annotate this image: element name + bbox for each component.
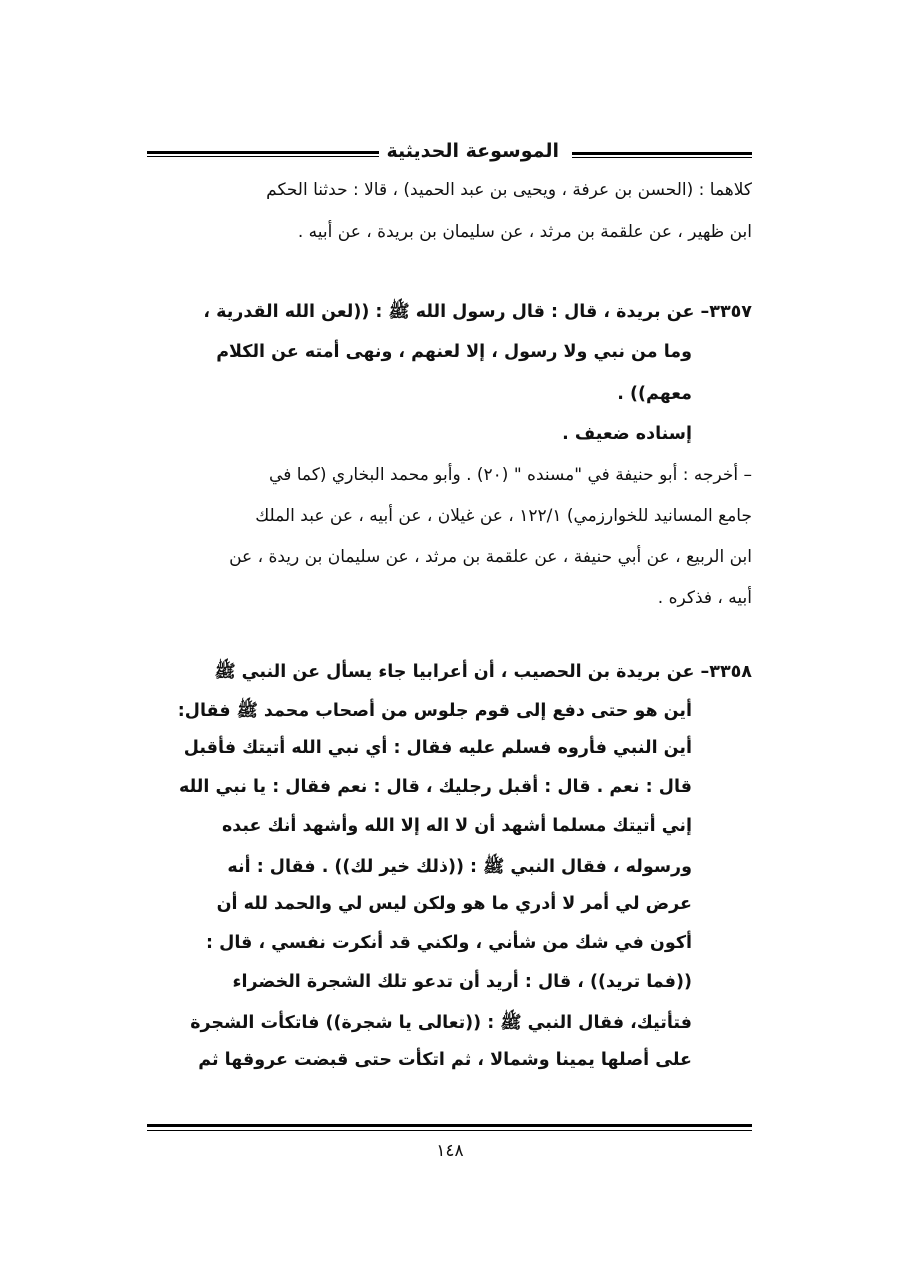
takhrij-line: ابن الربيع ، عن أبي حنيفة ، عن علقمة بن مرثد ، عن سليمان بن ريدة ، عن <box>229 547 752 567</box>
hadith-line: قال : نعم . قال : أقبل رجليك ، قال : نعم فقال : يا نبي الله <box>179 777 692 797</box>
intro-paragraph <box>147 180 752 260</box>
hadith-line: ورسوله ، فقال النبي ﷺ : ((ذلك خير لك)) . فقال : أنه <box>227 857 692 877</box>
isnad-grade <box>292 424 692 454</box>
hadith-line: أين هو حتى دفع إلى قوم جلوس من أصحاب محمد ﷺ فقال: <box>177 701 692 721</box>
hadith-3358 <box>147 660 752 1100</box>
hadith-line: ٣٣٥٨– عن بريدة بن الحصيب ، أن أعرابيا جاء يسأل عن النبي ﷺ <box>214 662 752 682</box>
hadith-line: أين النبي فأروه فسلم عليه فقال : أي نبي الله أتيتك فأقبل <box>183 738 692 758</box>
text-line: ابن ظهير ، عن علقمة بن مرثد ، عن سليمان بن بريدة ، عن أبيه . <box>297 222 752 242</box>
page-number: ١٤٨ <box>436 1141 464 1161</box>
hadith-line: معهم)) . <box>617 384 692 404</box>
header-rule <box>147 156 379 157</box>
takhrij-paragraph <box>147 465 752 625</box>
header-rule <box>572 157 752 158</box>
footer-rule <box>147 1130 752 1131</box>
takhrij-line: – أخرجه : أبو حنيفة في "مسنده " (٢٠) . وأبو محمد البخاري (كما في <box>269 465 752 485</box>
running-header <box>147 140 752 170</box>
grade-line: إسناده ضعيف . <box>562 424 692 444</box>
hadith-line: على أصلها يمينا وشمالا ، ثم اتكأت حتى قبضت عروقها ثم <box>198 1050 692 1070</box>
hadith-line: فتأتيك، فقال النبي ﷺ : ((تعالى يا شجرة)) فاتكأت الشجرة <box>190 1013 692 1033</box>
hadith-line: وما من نبي ولا رسول ، إلا لعنهم ، ونهى أمته عن الكلام <box>216 342 692 362</box>
text-line: كلاهما : (الحسن بن عرفة ، ويحيى بن عبد الحميد) ، قالا : حدثنا الحكم <box>266 180 752 200</box>
header-rule <box>147 151 379 154</box>
header-rule <box>572 152 752 155</box>
takhrij-line: جامع المسانيد للخوارزمي) ١٢٢/١ ، عن غيلان ، عن أبيه ، عن عبد الملك <box>255 506 752 526</box>
footer-rule <box>147 1124 752 1127</box>
hadith-line: ٣٣٥٧– عن بريدة ، قال : قال رسول الله ﷺ : ((لعن الله القدرية ، <box>203 302 752 322</box>
hadith-line: أكون في شك من شأني ، ولكني قد أنكرت نفسي ، قال : <box>206 933 692 953</box>
hadith-line: إني أتيتك مسلما أشهد أن لا اله إلا الله وأشهد أنك عبده <box>221 816 692 836</box>
takhrij-line: أبيه ، فذكره . <box>657 588 752 608</box>
hadith-line: عرض لي أمر لا أدري ما هو ولكن ليس لي والحمد لله أن <box>216 894 692 914</box>
hadith-line: ((فما تريد)) ، قال : أريد أن تدعو تلك الشجرة الخضراء <box>232 972 692 992</box>
header-title: الموسوعة الحديثية <box>379 140 568 162</box>
